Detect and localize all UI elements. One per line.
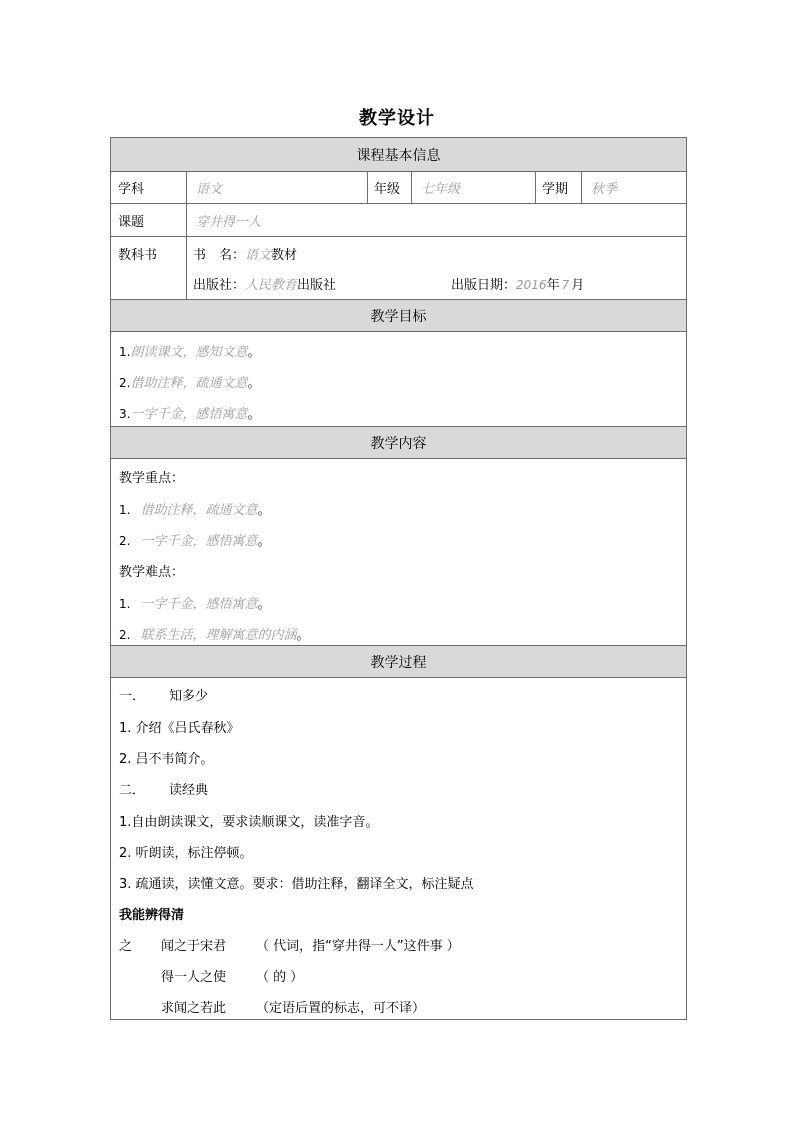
zhi-char: 之 <box>119 939 133 954</box>
distinguish-title: 我能辨得清 <box>119 908 185 923</box>
subject-row <box>111 171 686 203</box>
content-body <box>111 458 686 645</box>
textbook-label: 教科书 <box>118 248 158 263</box>
section-two-heading: 二． 读经典 <box>119 783 209 798</box>
topic-label: 课题 <box>118 214 145 230</box>
difficult-point-item: 1. 一字千金，感悟寓意。 <box>119 597 271 612</box>
objective-item: 3.一字千金，感悟寓意。 <box>119 407 261 422</box>
textbook-row <box>111 236 686 299</box>
key-point-item: 1. 借助注释，疏通文意。 <box>119 503 271 518</box>
section-two-item: 2. 听朗读，标注停顿。 <box>119 846 253 861</box>
basic-info-header-label: 课程基本信息 <box>356 147 441 164</box>
objective-item: 2.借助注释，疏通文意。 <box>119 376 261 391</box>
process-header <box>111 645 686 677</box>
difficult-point-item: 2. 联系生活，理解寓意的内涵。 <box>119 628 310 643</box>
objectives-body <box>111 331 686 426</box>
difficult-points-label: 教学难点： <box>119 565 185 580</box>
objectives-header <box>111 299 686 331</box>
term-value: 秋季 <box>591 182 618 197</box>
subject-value: 语文 <box>196 182 223 197</box>
topic-value: 穿井得一人 <box>196 214 262 230</box>
grade-label: 年级 <box>374 182 401 197</box>
book-name: 书 名：语文教材 <box>193 248 298 263</box>
objective-item: 1.朗读课文，感知文意。 <box>119 345 261 360</box>
topic-row <box>111 203 686 236</box>
key-point-item: 2. 一字千金，感悟寓意。 <box>119 534 271 549</box>
subject-label: 学科 <box>118 182 145 197</box>
section-two-item: 3. 疏通读，读懂文意。要求：借助注释，翻译全文，标注疑点 <box>119 877 474 892</box>
book-name-value: 语文 <box>245 248 272 263</box>
section-one-item: 1. 介绍《吕氏春秋》 <box>119 721 240 736</box>
publisher-value: 人民教育 <box>245 278 298 293</box>
lesson-plan-table <box>110 137 687 1020</box>
content-header <box>111 426 686 458</box>
grade-value: 七年级 <box>421 182 461 197</box>
process-body: 一． 知多少 1. 介绍《吕氏春秋》 2. 吕不韦简介。 二． 读经典 1.自由朗读课文，要求读顺课文，读准字音。 2. 听朗读，标注停顿。 3. 疏通读，读懂文意。要求：借助注释，翻译全文，标注疑点 我能辨得清 之 闻之于宋君 （ 代词，指“穿井得一人”这件事 ） 得一人之使 （ 的 ） 求闻之若此 （定语后置的标志，可不译） <box>111 677 686 1019</box>
term-label: 学期 <box>542 182 569 197</box>
section-two-item: 1.自由朗读课文，要求读顺课文，读准字音。 <box>119 815 379 830</box>
key-points-label: 教学重点： <box>119 471 185 486</box>
publisher: 出版社：人民教育出版社 <box>193 278 337 293</box>
section-one-item: 2. 吕不韦简介。 <box>119 752 214 767</box>
publish-year: 2016 <box>516 278 547 292</box>
doc-title: 教学设计 <box>359 108 435 129</box>
basic-info-header <box>111 138 686 171</box>
process-header-label: 教学过程 <box>370 654 427 671</box>
publish-month: 7 <box>561 278 570 292</box>
section-one-heading: 一． 知多少 <box>119 689 209 704</box>
publish-date: 出版日期：2016年 7 月 <box>451 278 585 293</box>
content-header-label: 教学内容 <box>370 435 427 452</box>
zhi-row: 之 闻之于宋君 （ 代词，指“穿井得一人”这件事 ） <box>119 939 460 954</box>
objectives-header-label: 教学目标 <box>370 308 427 325</box>
